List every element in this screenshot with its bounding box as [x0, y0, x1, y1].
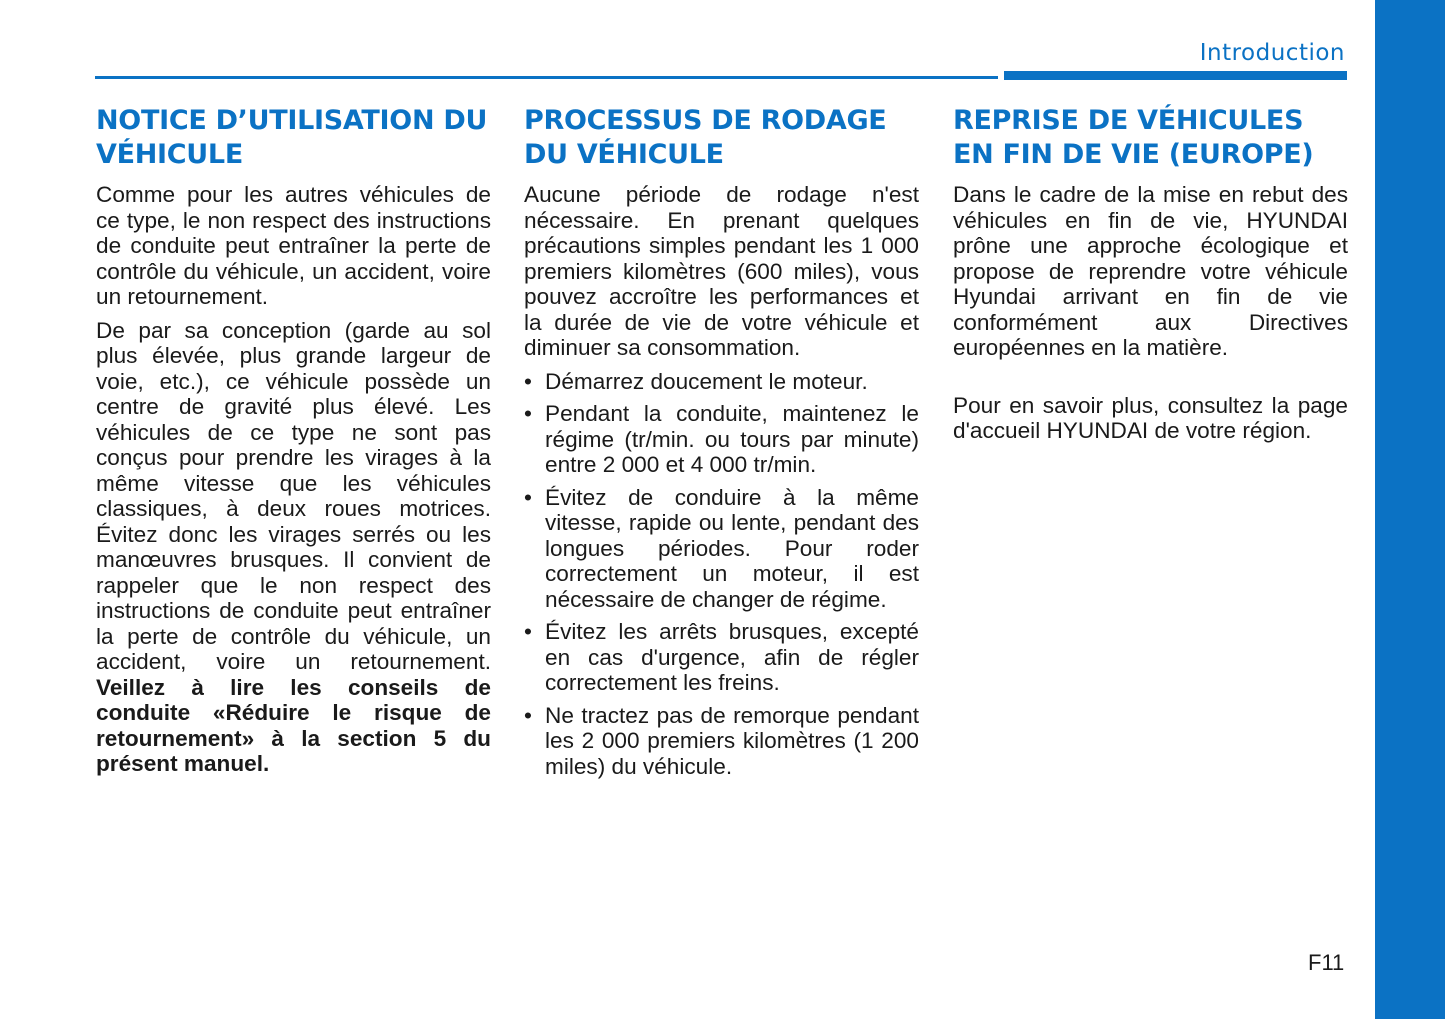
list-item-text: Évitez les arrêts brusques, excepté en cas d'urgence, afin de régler correctement les freins. [545, 619, 919, 695]
bullet-icon: • [524, 619, 532, 644]
paragraph: Dans le cadre de la mise en rebut des véhicules en fin de vie, HYUNDAI prône une approche écologique et propose de reprendre votre véhicule Hyundai arrivant en fin de vie conformément aux Directives européennes en la matière. [953, 182, 1348, 360]
heading-break-in: PROCESSUS DE RODAGE DU VÉHICULE [524, 105, 887, 170]
chapter-side-tab [1375, 0, 1445, 1019]
emphasis-text: Veillez à lire les conseils de conduite «Réduire le risque de retournement» à la section 5 du présent manuel. [96, 674, 491, 776]
paragraph-with-emphasis [96, 318, 491, 777]
header-rule [95, 76, 998, 79]
bullet-icon: • [524, 484, 532, 510]
list-item [524, 703, 919, 780]
list-item [524, 619, 919, 696]
page-number: F11 [1308, 950, 1345, 975]
heading-vehicle-notice: NOTICE D’UTILISATION DU VÉHICULE [96, 105, 488, 170]
column-break-in [524, 104, 919, 786]
list-item [524, 401, 919, 478]
heading-end-of-life: REPRISE DE VÉHICULES EN FIN DE VIE (EUROPE) [953, 105, 1314, 170]
bullet-icon: • [524, 702, 532, 728]
list-item [524, 485, 919, 613]
list-item-text: Démarrez doucement le moteur. [545, 368, 868, 394]
list-item-text: Pendant la conduite, maintenez le régime (tr/min. ou tours par minute) entre 2 000 et 4 000 tr/min. [545, 401, 919, 477]
header-rule-accent [1004, 71, 1347, 80]
paragraph: Pour en savoir plus, consultez la page d'accueil HYUNDAI de votre région. [953, 392, 1348, 443]
break-in-list [524, 369, 919, 780]
bullet-icon: • [524, 368, 532, 394]
paragraph: Comme pour les autres véhicules de ce type, le non respect des instructions de conduite peut entraîner la perte de contrôle du véhicule, un accident, voire un retournement. [96, 182, 491, 309]
paragraph-text: De par sa conception (garde au sol plus élevée, plus grande largeur de voie, etc.), ce véhicule possède un centre de gravité plus élevé. Les véhicules de ce type ne sont pas conçus pour prendre les virages à la même vitesse que les véhicules classiques, à deux roues motrices. Évitez donc les virages serrés ou les manœuvres brusques. Il convient de rappeler que le non respect des instructions de conduite peut entraîner la perte de contrôle du véhicule, un accident, voire un retournement. [96, 317, 491, 674]
section-label: Introduction [1199, 40, 1345, 66]
spacer [953, 369, 1348, 393]
list-item-text: Ne tractez pas de remorque pendant les 2 000 premiers kilomètres (1 200 miles) du véhicule. [545, 702, 919, 779]
paragraph: Aucune période de rodage n'est nécessaire. En prenant quelques précautions simples pendant les 1 000 premiers kilomètres (600 miles), vous pouvez accroître les performances et la durée de vie de votre véhicule et diminuer sa consommation. [524, 182, 919, 360]
column-vehicle-notice [96, 104, 491, 785]
bullet-icon: • [524, 401, 532, 426]
column-end-of-life [953, 104, 1348, 452]
list-item-text: Évitez de conduire à la même vitesse, rapide ou lente, pendant des longues périodes. Pour roder correctement un moteur, il est nécessaire de changer de régime. [545, 484, 919, 612]
list-item [524, 369, 919, 395]
